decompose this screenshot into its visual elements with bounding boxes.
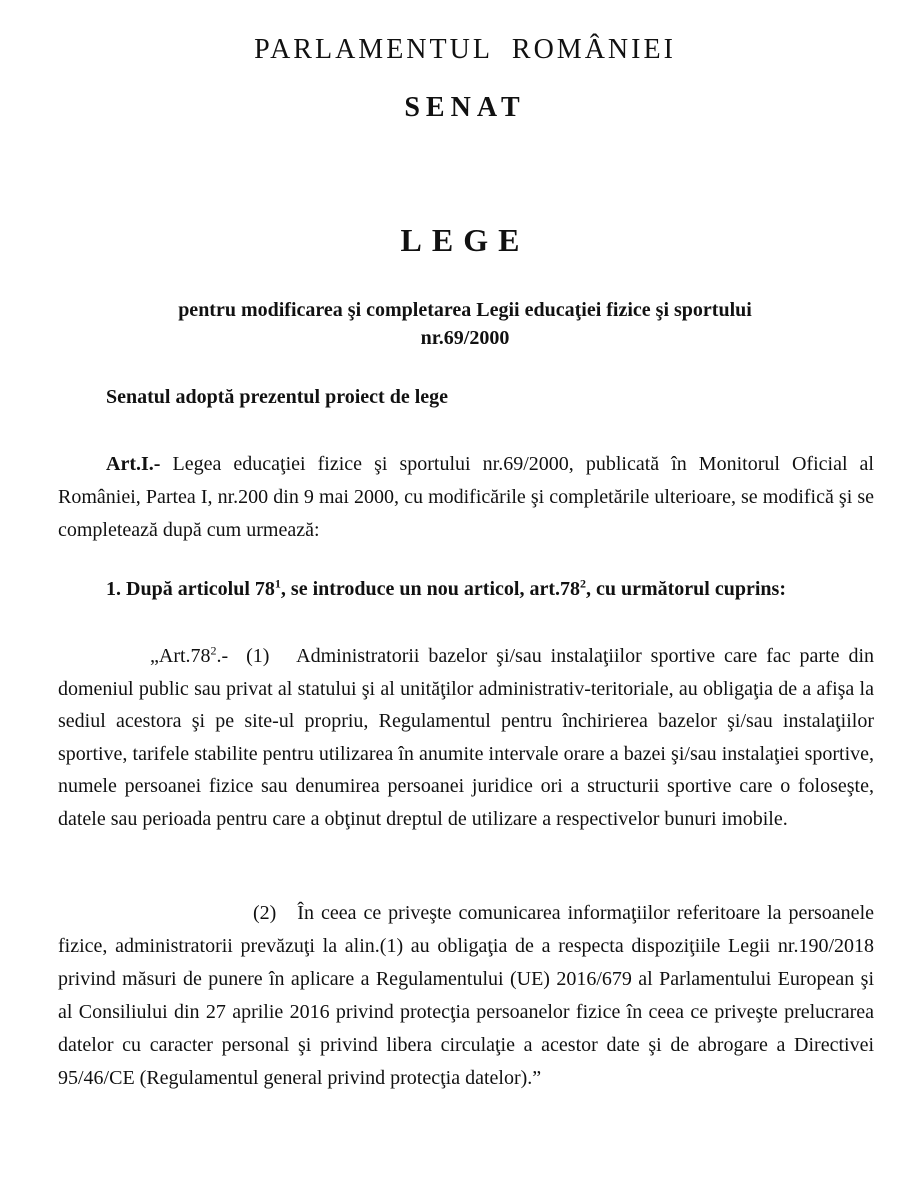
- point-1-sup1: 1: [274, 576, 281, 591]
- adoption-statement: Senatul adoptă prezentul proiect de lege: [106, 386, 449, 408]
- point-1-part3: , cu următorul cuprins:: [585, 578, 786, 600]
- article-1: [58, 448, 874, 547]
- law-title-line2: nr.69/2000: [420, 327, 510, 349]
- art-78-2-label-part2: .-: [216, 645, 229, 667]
- law-title-line1: pentru modificarea şi completarea Legii educaţiei fizice şi sportului: [178, 299, 752, 321]
- paragraph-1-number: (1): [246, 645, 270, 667]
- chamber-heading: SENAT: [404, 92, 526, 123]
- paragraph-2-number: (2): [253, 902, 277, 924]
- document-type: LEGE: [400, 222, 530, 258]
- paragraph-1-text: Administratorii bazelor şi/sau instalaţiilor sportive care fac parte din domeniul public sau privat al statului şi al unităţilor administrativ-teritoriale, au obligaţia de a afişa la sediul acestora şi pe site-ul propriu, Regulamentul pentru închirierea bazelor şi/sau instalaţiilor sportive, tarifele stabilite pentru utilizarea în anumite intervale orare a bazei şi/sau instalaţiei sportive, numele persoanei fizice sau denumirea persoanei juridice ori a structurii sportive care o foloseşte, datele sau perioada pentru care a obţinut dreptul de utilizare a respectivelor bunuri imobile.: [58, 645, 875, 830]
- art-78-2-paragraph-1: [58, 640, 874, 835]
- paragraph-2-text: În ceea ce priveşte comunicarea informaţiilor referitoare la persoanele fizice, administratorii prevăzuţi la alin.(1) au obligaţia de a respecta dispoziţiile Legii nr.190/2018 privind măsuri de punere în aplicare a Regulamentului (UE) 2016/679 al Parlamentului European şi al Consiliului din 27 aprilie 2016 privind protecţia persoanelor fizice în ceea ce priveşte prelucrarea datelor cu caracter personal şi privind libera circulaţie a acestor date şi de abrogare a Directivei 95/46/CE (Regulamentul general privind protecţia datelor).”: [58, 902, 874, 1089]
- article-1-text: Legea educaţiei fizice şi sportului nr.69/2000, publicată în Monitorul Oficial al României, Partea I, nr.200 din 9 mai 2000, cu modificările şi completările ulterioare, se modifică şi se completează după cum urmează:: [58, 453, 874, 541]
- parliament-heading: PARLAMENTUL ROMÂNIEI: [254, 34, 676, 65]
- point-1-part1: 1. După articolul 78: [106, 578, 275, 600]
- art-78-2-label-part1: „Art.78: [150, 645, 211, 667]
- law-title: [100, 296, 830, 352]
- point-1-sup2: 2: [579, 576, 586, 591]
- art-78-2-label-sup: 2: [210, 643, 217, 658]
- art-78-2-paragraph-2: [58, 897, 874, 1095]
- article-1-label: Art.I.-: [106, 453, 161, 475]
- point-1: [58, 573, 874, 606]
- point-1-part2: , se introduce un nou articol, art.78: [280, 578, 580, 600]
